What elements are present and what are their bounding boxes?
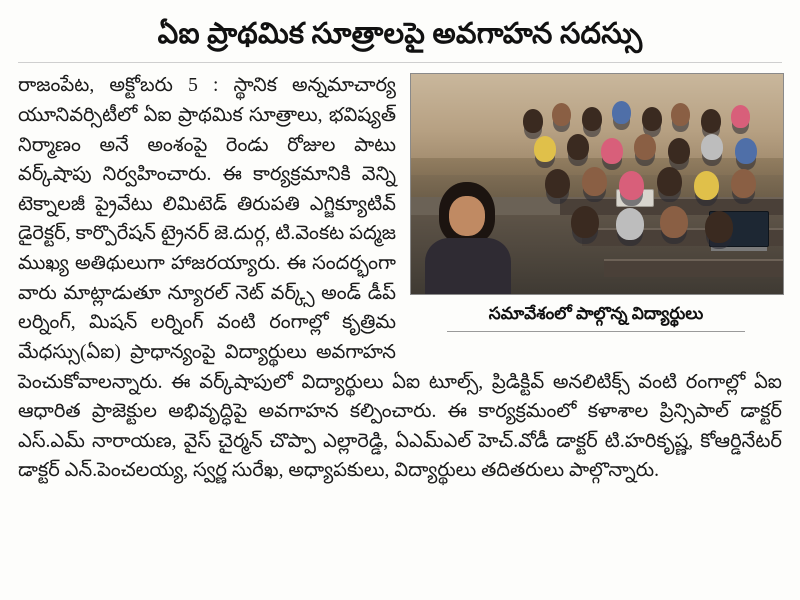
figure-caption: సమావేశంలో పాల్గొన్న విద్యార్థులు <box>488 304 704 324</box>
figure <box>410 73 782 332</box>
caption-divider <box>447 331 745 332</box>
headline-divider <box>18 62 782 63</box>
page-title: ఏఐ ప్రాథమిక సూత్రాలపై అవగాహన సదస్సు <box>157 18 643 50</box>
article-paragraph: రాజంపేట, అక్టోబరు 5 : స్థానిక అన్నమాచార్య యూనివర్సిటీలో ఏఐ ప్రాథమిక సూత్రాలు, భవిష్యత్ నిర్మాణం అనే అంశంపై రెండు రోజుల పాటు వర్క్‌షాపు నిర్వహించారు. ఈ కార్యక్రమానికి వెన్ని టెక్నాలజీ ప్రైవేటు లిమిటెడ్ తిరుపతి ఎగ్జిక్యూటివ్ డైరెక్టర్, కార్పొరేషన్ ట్రైనర్ జె.దుర్గ, టి.వెంకట పద్మజ ముఖ్య అతిథులుగా హాజరయ్యారు. ఈ సందర్భంగా వారు మాట్లాడుతూ న్యూరల్ నెట్ వర్క్స్ అండ్ డీప్ లర్నింగ్, మిషన్ లర్నింగ్ వంటి రంగాల్లో కృత్రిమ మేధస్సు(ఏఐ) ప్రాధాన్యంపై విద్యార్థులు అవగాహన పెంచుకోవాలన్నారు. ఈ వర్క్‌షాపులో విద్యార్థులు ఏఐ టూల్స్, ప్రిడిక్టివ్ అనలిటిక్స్ వంటి రంగాల్లో ఏఐ ఆధారిత ప్రాజెక్టుల అభివృద్ధిపై అవగాహన కల్పించారు. ఈ కార్యక్రమంలో కళాశాల ప్రిన్సిపాల్ డాక్టర్ ఎస్.ఎమ్ నారాయణ, వైస్ చైర్మన్ చొప్పా ఎల్లారెడ్డి, ఏఎమ్ఎల్ హెచ్.వోడీ డాక్టర్ టి.హరికృష్ణ, కోఆర్డినేటర్ డాక్టర్ ఎన్.పెంచలయ్య, స్వర్ణ సురేఖ, అధ్యాపకులు, విద్యార్థులు తదితరులు పాల్గొన్నారు. <box>18 75 782 482</box>
auditorium-audience-photo <box>410 73 784 295</box>
photo-foreground-person <box>421 182 517 294</box>
article-body-area <box>18 71 782 486</box>
